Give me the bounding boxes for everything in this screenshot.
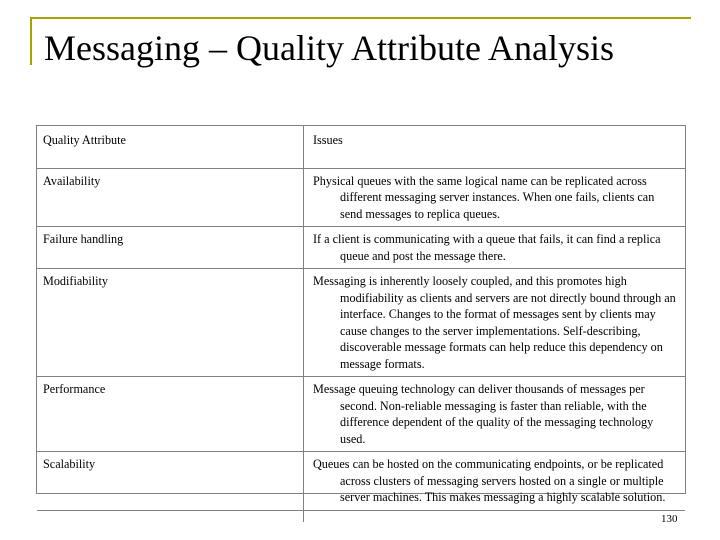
title-frame-left-line	[30, 17, 32, 65]
empty-cell	[37, 510, 304, 522]
row-attribute: Availability	[37, 168, 304, 227]
table-header-row	[37, 126, 685, 168]
table-row	[37, 377, 685, 452]
row-issue	[304, 452, 686, 511]
row-issue-text: Queues can be hosted on the communicating endpoints, or be replicated across clusters of messaging servers hosted on a single or multiple server machines. This makes messaging a highly scalable solution.	[313, 457, 666, 504]
row-issue	[304, 227, 686, 269]
table-empty-row	[37, 510, 685, 522]
row-issue-text: Physical queues with the same logical name can be replicated across different messaging server instances. When one fails, clients can send messages to replica queues.	[313, 173, 655, 221]
row-issue	[304, 168, 686, 227]
table-row	[37, 168, 685, 227]
title-frame-top-line	[30, 17, 691, 19]
slide-title: Messaging – Quality Attribute Analysis	[44, 28, 614, 68]
table-row	[37, 227, 685, 269]
row-issue-text: Message queuing technology can deliver thousands of messages per second. Non-reliable messaging is faster than reliable, with the difference dependent of the quality of the messaging technology used.	[313, 382, 654, 446]
quality-attribute-table	[36, 125, 686, 504]
row-issue-text: Messaging is inherently loosely coupled, and this promotes high modifiability as clients and servers are not directly bound through an interface. Changes to the format of messages sent by clients may cause changes to the server implementations. Self-describing, discoverable message formats can help reduce this dependency on message formats.	[313, 274, 676, 371]
row-attribute: Scalability	[37, 452, 304, 511]
header-quality-attribute: Quality Attribute	[37, 126, 304, 168]
page-number: 130	[661, 513, 678, 525]
row-issue	[304, 269, 686, 377]
empty-cell	[304, 510, 686, 522]
row-attribute: Modifiability	[37, 269, 304, 377]
row-attribute: Performance	[37, 377, 304, 452]
attribute-table-grid	[37, 126, 685, 522]
header-issues: Issues	[304, 126, 686, 168]
table-row	[37, 452, 685, 511]
row-issue-text: If a client is communicating with a queue that fails, it can find a replica queue and post the message there.	[313, 232, 661, 263]
row-attribute: Failure handling	[37, 227, 304, 269]
table-row	[37, 269, 685, 377]
row-issue	[304, 377, 686, 452]
